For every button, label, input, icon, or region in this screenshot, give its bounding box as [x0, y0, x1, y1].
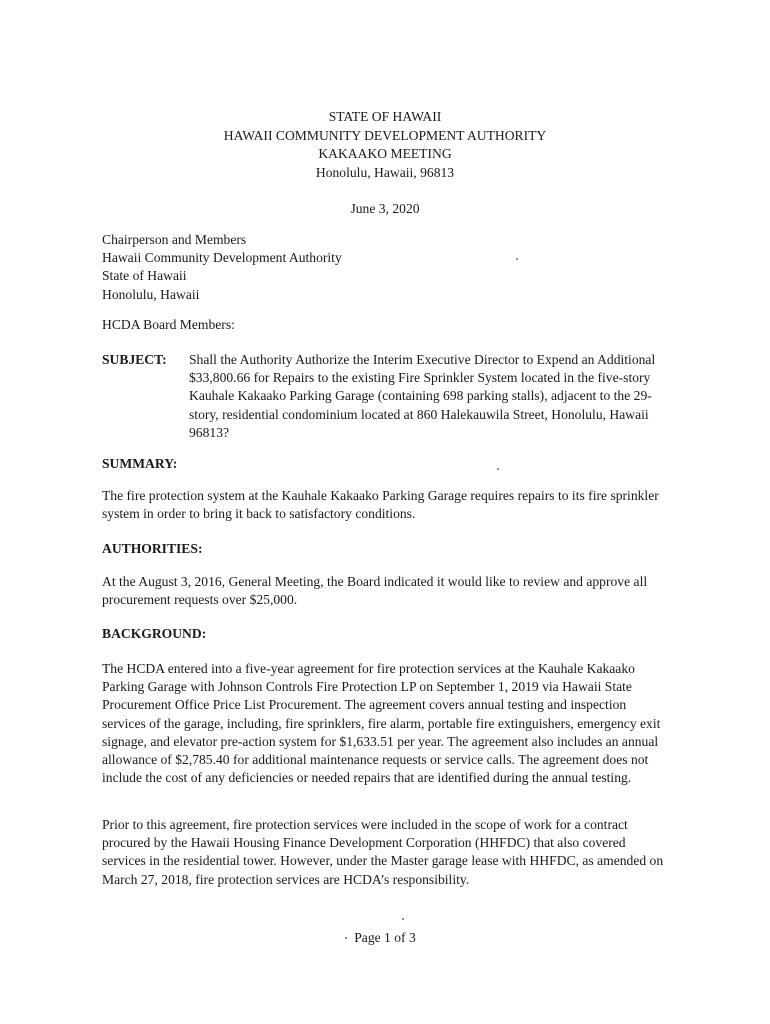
header-authority: HAWAII COMMUNITY DEVELOPMENT AUTHORITY [223, 127, 547, 143]
authorities-heading: AUTHORITIES: [102, 541, 203, 556]
background-heading: BACKGROUND: [102, 626, 207, 641]
background-paragraph-2: Prior to this agreement, fire protection services were included in the scope of work for a contract procured by the Hawaii Housing Finance Development Corporation (HHFDC) that also covered services in the residential tower. However, under the Master garage lease with HHFDC, as amended on March 27, 2018, fire protection services are HCDA’s responsibility. [102, 817, 664, 887]
header-state: STATE OF HAWAII [328, 109, 442, 124]
address-line: Honolulu, Hawaii [102, 286, 200, 302]
header-meeting: KAKAAKO MEETING [318, 146, 452, 161]
address-line: Chairperson and Members [102, 232, 247, 247]
salutation: HCDA Board Members: [102, 317, 235, 332]
scan-speck [516, 258, 518, 260]
authorities-paragraph: At the August 3, 2016, General Meeting, the Board indicated it would like to review and approve all procurement requests over $25,000. [102, 574, 648, 608]
scan-speck [402, 918, 404, 920]
header-location: Honolulu, Hawaii, 96813 [315, 164, 455, 180]
recipient-address [102, 231, 342, 304]
summary-paragraph: The fire protection system at the Kauhale Kakaako Parking Garage requires repairs to its fire sprinkler system in order to bring it back to satisfactory conditions. [102, 488, 659, 522]
address-line: State of Hawaii [102, 268, 187, 284]
document-date: June 3, 2020 [350, 201, 420, 216]
background-paragraph: The HCDA entered into a five-year agreement for fire protection services at the Kauhale Kakaako Parking Garage with Johnson Controls Fire Protection LP on September 1, 2019 via Hawaii State Procurement Office Price List Procurement. The agreement covers annual testing and inspection services of the garage, including, fire sprinklers, fire alarm, portable fire extinguishers, emergency exit signage, and elevator pre-action system for $1,633.51 per year. The agreement also includes an annual allowance of $2,785.40 for additional maintenance requests or service calls. The agreement does not include the cost of any deficiencies or needed repairs that are identified during the annual testing. [102, 661, 661, 786]
letterhead [0, 108, 770, 182]
summary-heading: SUMMARY: [102, 456, 178, 471]
page-number: Page 1 of 3 [354, 930, 416, 945]
subject-text: Shall the Authority Authorize the Interim Executive Director to Expend an Additional $33,800.66 for Repairs to the existing Fire Sprinkler System located in the five-story Kauhale Kakaako Parking Garage (containing 698 parking stalls), adjacent to the 29-story, residential condominium located at 860 Halekauwila Street, Honolulu, Hawaii 96813? [189, 352, 656, 440]
address-line: Hawaii Community Development Authority [102, 250, 342, 266]
scan-speck [345, 937, 347, 939]
subject-label: SUBJECT: [102, 352, 167, 367]
scan-speck [497, 468, 499, 470]
